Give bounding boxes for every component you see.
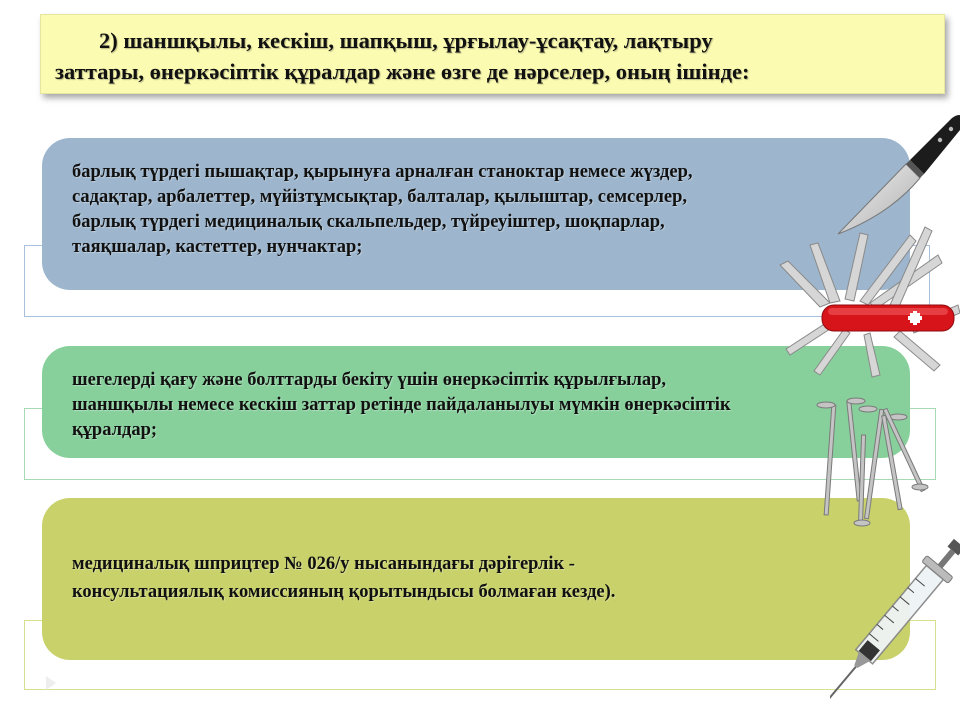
- list-item-text: [72, 160, 880, 260]
- title-banner: [40, 14, 945, 94]
- text-line: садақтар, арбалеттер, мүйізтұмсықтар, балталар, қылыштар, семсерлер,: [72, 187, 688, 207]
- title-line-2: заттары, өнеркәсіптік құралдар және өзге де нәрселер, оның ішінде:: [55, 59, 750, 84]
- multitool-icon: [760, 225, 960, 380]
- page-title: [55, 25, 932, 87]
- list-item-text: [72, 368, 880, 443]
- text-line: шегелерді қағу және болттарды бекіту үшін өнеркәсіптік құрылғылар,: [72, 370, 667, 390]
- nails-icon: [810, 395, 930, 530]
- text-line: консультациялық комиссияның қорытындысы болмаған кезде).: [72, 582, 616, 602]
- text-line: таяқшалар, кастеттер, нунчактар;: [72, 237, 363, 257]
- syringe-icon: [830, 525, 960, 715]
- text-line: медициналық шприцтер № 026/у нысанындағы дәрігерлік -: [72, 554, 575, 574]
- text-line: құралдар;: [72, 420, 158, 440]
- play-arrow-icon[interactable]: [46, 676, 56, 690]
- text-line: шаншқылы немесе кескіш заттар ретінде пайдаланылуы мүмкін өнеркәсіптік: [72, 395, 731, 415]
- title-line-1: 2) шаншқылы, кескіш, шапқыш, ұрғылау-ұсақтау, лақтыру: [99, 28, 713, 53]
- list-item-syringes: [42, 498, 910, 660]
- text-line: барлық түрдегі медициналық скальпельдер, түйреуіштер, шоқпарлар,: [72, 212, 665, 232]
- text-line: барлық түрдегі пышақтар, қырынуға арналған станоктар немесе жүздер,: [72, 162, 693, 182]
- list-item-text: [72, 550, 880, 606]
